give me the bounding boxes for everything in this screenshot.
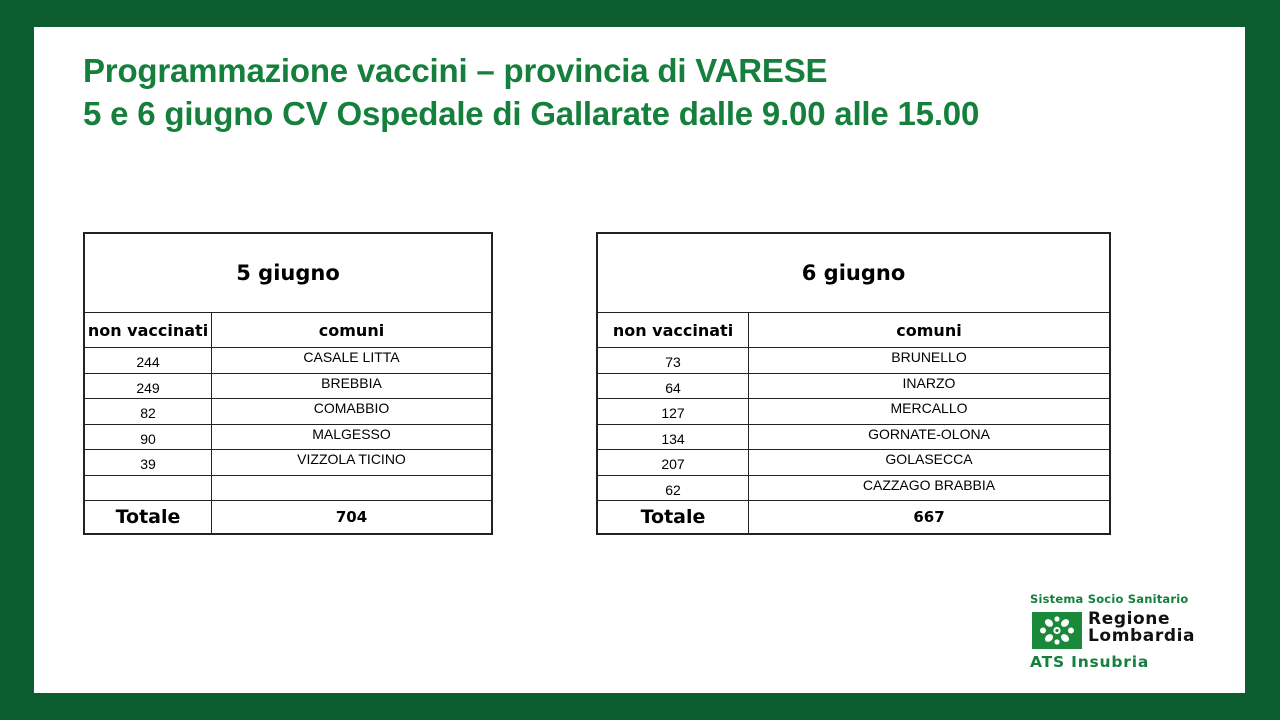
unvaccinated-count: 244 — [84, 348, 212, 374]
lombardy-rose-icon — [1032, 612, 1082, 649]
column-header-unvaccinated: non vaccinati — [597, 313, 749, 348]
town-name: MALGESSO — [212, 424, 493, 450]
town-name: MERCALLO — [749, 399, 1111, 425]
town-name: GORNATE-OLONA — [749, 424, 1111, 450]
unvaccinated-count: 62 — [597, 475, 749, 501]
unvaccinated-count: 207 — [597, 450, 749, 476]
total-label: Totale — [597, 501, 749, 535]
unvaccinated-count: 64 — [597, 373, 749, 399]
unvaccinated-count: 249 — [84, 373, 212, 399]
town-name: BRUNELLO — [749, 348, 1111, 374]
column-header-towns: comuni — [212, 313, 493, 348]
logo-agency: ATS Insubria — [1030, 653, 1150, 671]
total-label: Totale — [84, 501, 212, 535]
table-row — [84, 424, 492, 450]
table-heading: 6 giugno — [597, 233, 1110, 313]
schedule-table-june-6 — [596, 232, 1111, 535]
logo-region-name — [1088, 611, 1195, 645]
town-name: GOLASECCA — [749, 450, 1111, 476]
table-row — [84, 399, 492, 425]
slide — [34, 27, 1245, 693]
column-header-towns: comuni — [749, 313, 1111, 348]
table-row — [597, 348, 1110, 374]
table-row — [597, 399, 1110, 425]
page-title — [83, 49, 979, 135]
table-row — [597, 475, 1110, 501]
logo-tagline: Sistema Socio Sanitario — [1030, 592, 1189, 606]
table-row — [84, 373, 492, 399]
table-row — [84, 348, 492, 374]
schedule-table-june-5 — [83, 232, 493, 535]
table-heading: 5 giugno — [84, 233, 492, 313]
logo-region-line-1: Regione — [1088, 609, 1171, 629]
total-value: 704 — [212, 501, 493, 535]
town-name: CAZZAGO BRABBIA — [749, 475, 1111, 501]
column-header-unvaccinated: non vaccinati — [84, 313, 212, 348]
unvaccinated-count: 127 — [597, 399, 749, 425]
unvaccinated-count: 82 — [84, 399, 212, 425]
town-name: COMABBIO — [212, 399, 493, 425]
town-name — [212, 475, 493, 501]
logo-region-line-2: Lombardia — [1088, 626, 1196, 646]
table-row — [597, 373, 1110, 399]
title-line-2: 5 e 6 giugno CV Ospedale di Gallarate dalle 9.00 alle 15.00 — [83, 95, 980, 132]
unvaccinated-count: 39 — [84, 450, 212, 476]
town-name: BREBBIA — [212, 373, 493, 399]
unvaccinated-count: 73 — [597, 348, 749, 374]
unvaccinated-count: 134 — [597, 424, 749, 450]
table-row — [597, 424, 1110, 450]
regione-lombardia-logo — [1030, 592, 1230, 682]
table-row — [84, 450, 492, 476]
town-name: VIZZOLA TICINO — [212, 450, 493, 476]
unvaccinated-count: 90 — [84, 424, 212, 450]
town-name: CASALE LITTA — [212, 348, 493, 374]
table-row — [597, 450, 1110, 476]
title-line-1: Programmazione vaccini – provincia di VARESE — [83, 52, 828, 89]
unvaccinated-count — [84, 475, 212, 501]
total-value: 667 — [749, 501, 1111, 535]
town-name: INARZO — [749, 373, 1111, 399]
table-row-empty — [84, 475, 492, 501]
